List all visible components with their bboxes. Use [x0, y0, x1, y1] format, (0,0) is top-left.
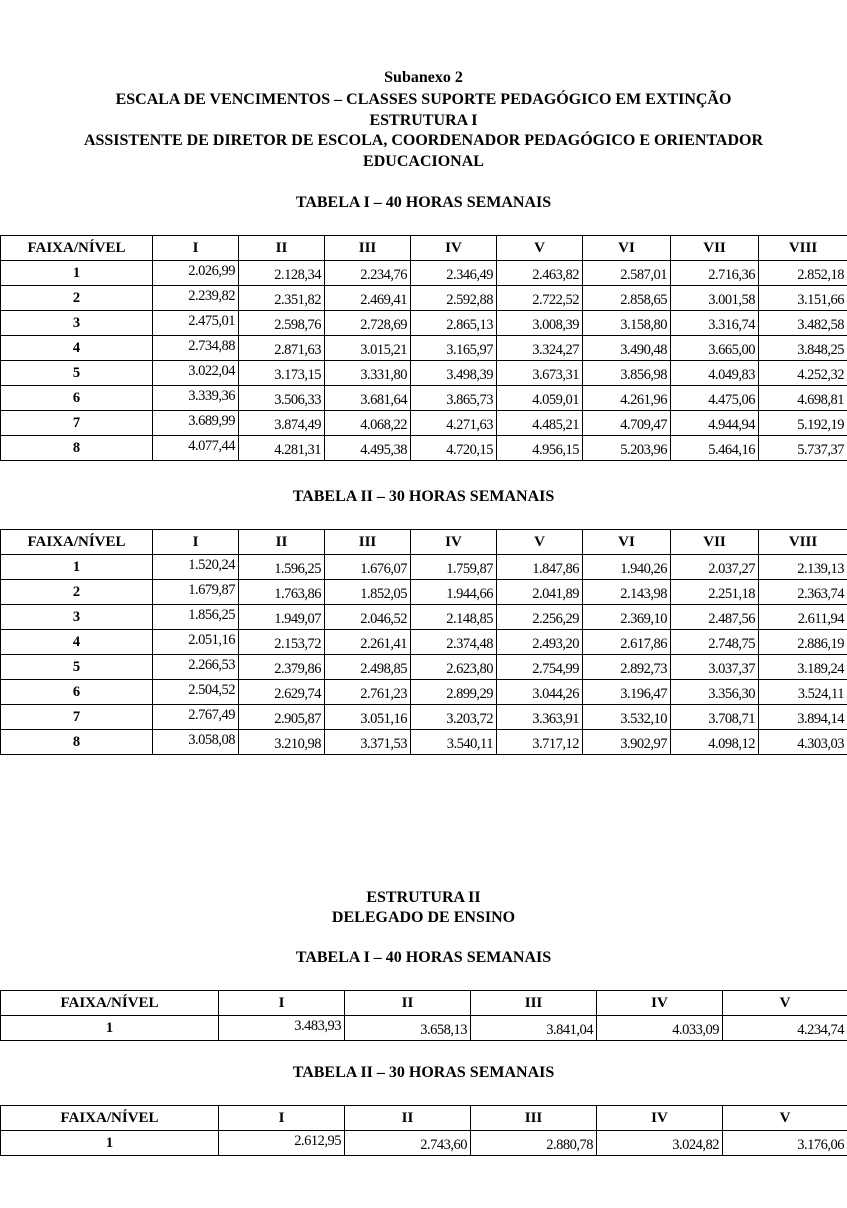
salary-cell: 2.493,20 [497, 630, 583, 655]
structure-title: ESTRUTURA I [369, 112, 478, 129]
salary-cell: 3.176,06 [723, 1131, 847, 1156]
salary-cell: 3.848,25 [759, 336, 847, 361]
salary-cell: 3.665,00 [671, 336, 759, 361]
column-header-level: VI [583, 236, 671, 261]
faixa-cell: 7 [1, 705, 153, 730]
salary-cell: 2.880,78 [471, 1131, 597, 1156]
column-header-level: IV [411, 530, 497, 555]
salary-cell: 1.940,26 [583, 555, 671, 580]
salary-cell: 3.673,31 [497, 361, 583, 386]
salary-cell: 2.754,99 [497, 655, 583, 680]
salary-cell: 4.485,21 [497, 411, 583, 436]
salary-table-e1-40h [0, 235, 847, 461]
faixa-cell: 8 [1, 730, 153, 755]
table-row [1, 730, 847, 755]
table-row [1, 1131, 847, 1156]
salary-cell: 2.148,85 [411, 605, 497, 630]
salary-cell: 1.596,25 [239, 555, 325, 580]
column-header-level: IV [411, 236, 497, 261]
salary-cell: 3.506,33 [239, 386, 325, 411]
salary-cell: 1.676,07 [325, 555, 411, 580]
salary-cell: 2.379,86 [239, 655, 325, 680]
salary-cell: 3.490,48 [583, 336, 671, 361]
table-row [1, 580, 847, 605]
salary-cell: 2.611,94 [759, 605, 847, 630]
salary-cell: 2.598,76 [239, 311, 325, 336]
column-header-level: III [471, 991, 597, 1016]
salary-cell: 2.899,29 [411, 680, 497, 705]
salary-cell: 2.623,80 [411, 655, 497, 680]
salary-cell: 2.892,73 [583, 655, 671, 680]
column-header-level: I [219, 991, 345, 1016]
salary-cell: 3.865,73 [411, 386, 497, 411]
salary-cell: 3.339,36 [153, 386, 239, 411]
salary-cell: 2.587,01 [583, 261, 671, 286]
salary-cell: 4.709,47 [583, 411, 671, 436]
salary-cell: 4.234,74 [723, 1016, 847, 1041]
salary-cell: 2.128,34 [239, 261, 325, 286]
salary-cell: 4.068,22 [325, 411, 411, 436]
table-title: TABELA I – 40 HORAS SEMANAIS [295, 949, 552, 966]
salary-cell: 4.261,96 [583, 386, 671, 411]
table-row [1, 605, 847, 630]
salary-cell: 4.303,03 [759, 730, 847, 755]
table-row [1, 705, 847, 730]
column-header-faixa-nivel: FAIXA/NÍVEL [1, 1106, 219, 1131]
salary-cell: 1.679,87 [153, 580, 239, 605]
salary-cell: 4.077,44 [153, 436, 239, 461]
faixa-cell: 1 [1, 1016, 219, 1041]
salary-cell: 2.498,85 [325, 655, 411, 680]
column-header-faixa-nivel: FAIXA/NÍVEL [1, 236, 153, 261]
column-header-level: V [497, 530, 583, 555]
salary-cell: 3.001,58 [671, 286, 759, 311]
salary-cell: 4.059,01 [497, 386, 583, 411]
faixa-cell: 4 [1, 336, 153, 361]
salary-cell: 1.852,05 [325, 580, 411, 605]
column-header-level: I [219, 1106, 345, 1131]
table-row [1, 1016, 847, 1041]
salary-cell: 4.944,94 [671, 411, 759, 436]
salary-cell: 3.203,72 [411, 705, 497, 730]
salary-cell: 1.520,24 [153, 555, 239, 580]
salary-cell: 3.689,99 [153, 411, 239, 436]
salary-cell: 2.592,88 [411, 286, 497, 311]
header-row [1, 1106, 847, 1131]
salary-cell: 3.483,93 [219, 1016, 345, 1041]
table-row [1, 261, 847, 286]
salary-cell: 3.894,14 [759, 705, 847, 730]
table-row [1, 311, 847, 336]
salary-cell: 3.173,15 [239, 361, 325, 386]
column-header-level: I [153, 236, 239, 261]
salary-cell: 2.761,23 [325, 680, 411, 705]
salary-cell: 4.098,12 [671, 730, 759, 755]
salary-cell: 3.331,80 [325, 361, 411, 386]
salary-cell: 2.234,76 [325, 261, 411, 286]
salary-cell: 1.856,25 [153, 605, 239, 630]
salary-cell: 2.871,63 [239, 336, 325, 361]
faixa-cell: 5 [1, 361, 153, 386]
column-header-level: VII [671, 530, 759, 555]
faixa-cell: 3 [1, 311, 153, 336]
faixa-cell: 8 [1, 436, 153, 461]
faixa-cell: 7 [1, 411, 153, 436]
faixa-cell: 2 [1, 286, 153, 311]
salary-cell: 2.767,49 [153, 705, 239, 730]
salary-cell: 3.316,74 [671, 311, 759, 336]
salary-cell: 2.722,52 [497, 286, 583, 311]
salary-cell: 2.261,41 [325, 630, 411, 655]
header-row [1, 530, 847, 555]
salary-cell: 3.708,71 [671, 705, 759, 730]
salary-cell: 2.716,36 [671, 261, 759, 286]
salary-cell: 3.658,13 [345, 1016, 471, 1041]
salary-cell: 3.681,64 [325, 386, 411, 411]
salary-cell: 5.203,96 [583, 436, 671, 461]
salary-cell: 3.524,11 [759, 680, 847, 705]
table-row [1, 436, 847, 461]
table-row [1, 361, 847, 386]
table-row [1, 655, 847, 680]
structure-title: ESTRUTURA II [366, 889, 481, 906]
salary-cell: 3.024,82 [597, 1131, 723, 1156]
salary-cell: 3.532,10 [583, 705, 671, 730]
salary-cell: 3.158,80 [583, 311, 671, 336]
positions-title-cont: EDUCACIONAL [363, 153, 484, 170]
salary-table-e2-30h [0, 1105, 847, 1156]
faixa-cell: 1 [1, 555, 153, 580]
salary-cell: 1.759,87 [411, 555, 497, 580]
table-row [1, 411, 847, 436]
table-title: TABELA I – 40 HORAS SEMANAIS [295, 194, 552, 211]
header-row [1, 991, 847, 1016]
salary-cell: 4.033,09 [597, 1016, 723, 1041]
salary-cell: 2.139,13 [759, 555, 847, 580]
salary-cell: 5.464,16 [671, 436, 759, 461]
salary-cell: 2.041,89 [497, 580, 583, 605]
salary-cell: 3.371,53 [325, 730, 411, 755]
salary-cell: 1.944,66 [411, 580, 497, 605]
salary-cell: 1.847,86 [497, 555, 583, 580]
salary-cell: 4.720,15 [411, 436, 497, 461]
table-row [1, 630, 847, 655]
salary-cell: 2.612,95 [219, 1131, 345, 1156]
salary-cell: 3.037,37 [671, 655, 759, 680]
salary-cell: 3.363,91 [497, 705, 583, 730]
salary-cell: 2.475,01 [153, 311, 239, 336]
table-row [1, 336, 847, 361]
faixa-cell: 3 [1, 605, 153, 630]
column-header-level: V [723, 1106, 847, 1131]
column-header-level: II [345, 1106, 471, 1131]
faixa-cell: 6 [1, 680, 153, 705]
salary-cell: 2.463,82 [497, 261, 583, 286]
salary-cell: 4.281,31 [239, 436, 325, 461]
salary-cell: 4.698,81 [759, 386, 847, 411]
column-header-level: III [325, 530, 411, 555]
salary-cell: 2.734,88 [153, 336, 239, 361]
column-header-level: II [345, 991, 471, 1016]
faixa-cell: 4 [1, 630, 153, 655]
salary-cell: 2.728,69 [325, 311, 411, 336]
salary-cell: 3.008,39 [497, 311, 583, 336]
salary-cell: 2.266,53 [153, 655, 239, 680]
position-title: DELEGADO DE ENSINO [331, 909, 516, 926]
salary-cell: 2.239,82 [153, 286, 239, 311]
faixa-cell: 1 [1, 1131, 219, 1156]
salary-cell: 3.051,16 [325, 705, 411, 730]
salary-cell: 4.271,63 [411, 411, 497, 436]
table-title: TABELA II – 30 HORAS SEMANAIS [292, 1064, 555, 1081]
salary-cell: 2.351,82 [239, 286, 325, 311]
salary-cell: 5.737,37 [759, 436, 847, 461]
faixa-cell: 2 [1, 580, 153, 605]
salary-cell: 3.058,08 [153, 730, 239, 755]
salary-cell: 4.956,15 [497, 436, 583, 461]
column-header-level: IV [597, 991, 723, 1016]
salary-cell: 3.874,49 [239, 411, 325, 436]
salary-cell: 3.324,27 [497, 336, 583, 361]
salary-cell: 2.748,75 [671, 630, 759, 655]
salary-cell: 3.196,47 [583, 680, 671, 705]
subanexo-title: Subanexo 2 [384, 69, 463, 86]
salary-cell: 3.498,39 [411, 361, 497, 386]
salary-cell: 3.841,04 [471, 1016, 597, 1041]
salary-cell: 2.051,16 [153, 630, 239, 655]
column-header-level: V [723, 991, 847, 1016]
salary-cell: 3.044,26 [497, 680, 583, 705]
faixa-cell: 5 [1, 655, 153, 680]
salary-cell: 3.015,21 [325, 336, 411, 361]
salary-cell: 2.852,18 [759, 261, 847, 286]
salary-cell: 2.469,41 [325, 286, 411, 311]
positions-title: ASSISTENTE DE DIRETOR DE ESCOLA, COORDENADOR PEDAGÓGICO E ORIENTADOR [83, 132, 764, 149]
salary-cell: 3.856,98 [583, 361, 671, 386]
column-header-level: III [471, 1106, 597, 1131]
column-header-faixa-nivel: FAIXA/NÍVEL [1, 530, 153, 555]
table-row [1, 680, 847, 705]
salary-cell: 4.049,83 [671, 361, 759, 386]
salary-cell: 3.022,04 [153, 361, 239, 386]
salary-cell: 2.487,56 [671, 605, 759, 630]
salary-cell: 3.482,58 [759, 311, 847, 336]
salary-cell: 2.617,86 [583, 630, 671, 655]
salary-cell: 2.865,13 [411, 311, 497, 336]
salary-cell: 2.153,72 [239, 630, 325, 655]
salary-cell: 4.495,38 [325, 436, 411, 461]
column-header-level: II [239, 530, 325, 555]
salary-cell: 2.629,74 [239, 680, 325, 705]
salary-cell: 2.886,19 [759, 630, 847, 655]
salary-cell: 1.949,07 [239, 605, 325, 630]
column-header-level: V [497, 236, 583, 261]
document-title: ESCALA DE VENCIMENTOS – CLASSES SUPORTE PEDAGÓGICO EM EXTINÇÃO [115, 91, 732, 108]
salary-cell: 2.346,49 [411, 261, 497, 286]
salary-cell: 2.858,65 [583, 286, 671, 311]
table-row [1, 286, 847, 311]
salary-cell: 2.026,99 [153, 261, 239, 286]
column-header-level: VIII [759, 236, 847, 261]
salary-cell: 3.151,66 [759, 286, 847, 311]
salary-cell: 3.210,98 [239, 730, 325, 755]
salary-cell: 3.540,11 [411, 730, 497, 755]
salary-cell: 3.717,12 [497, 730, 583, 755]
faixa-cell: 6 [1, 386, 153, 411]
column-header-faixa-nivel: FAIXA/NÍVEL [1, 991, 219, 1016]
salary-cell: 2.037,27 [671, 555, 759, 580]
salary-cell: 3.902,97 [583, 730, 671, 755]
column-header-level: VII [671, 236, 759, 261]
salary-cell: 4.252,32 [759, 361, 847, 386]
salary-table-e2-40h [0, 990, 847, 1041]
salary-cell: 2.251,18 [671, 580, 759, 605]
salary-cell: 3.165,97 [411, 336, 497, 361]
column-header-level: IV [597, 1106, 723, 1131]
column-header-level: VIII [759, 530, 847, 555]
salary-cell: 2.256,29 [497, 605, 583, 630]
salary-cell: 2.743,60 [345, 1131, 471, 1156]
salary-cell: 2.504,52 [153, 680, 239, 705]
salary-cell: 4.475,06 [671, 386, 759, 411]
salary-cell: 2.046,52 [325, 605, 411, 630]
salary-table-e1-30h [0, 529, 847, 755]
table-title: TABELA II – 30 HORAS SEMANAIS [292, 488, 555, 505]
column-header-level: II [239, 236, 325, 261]
column-header-level: I [153, 530, 239, 555]
salary-cell: 2.374,48 [411, 630, 497, 655]
salary-cell: 1.763,86 [239, 580, 325, 605]
table-row [1, 555, 847, 580]
salary-cell: 2.143,98 [583, 580, 671, 605]
salary-cell: 3.356,30 [671, 680, 759, 705]
salary-cell: 2.905,87 [239, 705, 325, 730]
table-row [1, 386, 847, 411]
column-header-level: VI [583, 530, 671, 555]
salary-cell: 2.363,74 [759, 580, 847, 605]
faixa-cell: 1 [1, 261, 153, 286]
salary-cell: 5.192,19 [759, 411, 847, 436]
salary-cell: 2.369,10 [583, 605, 671, 630]
header-row [1, 236, 847, 261]
column-header-level: III [325, 236, 411, 261]
salary-cell: 3.189,24 [759, 655, 847, 680]
